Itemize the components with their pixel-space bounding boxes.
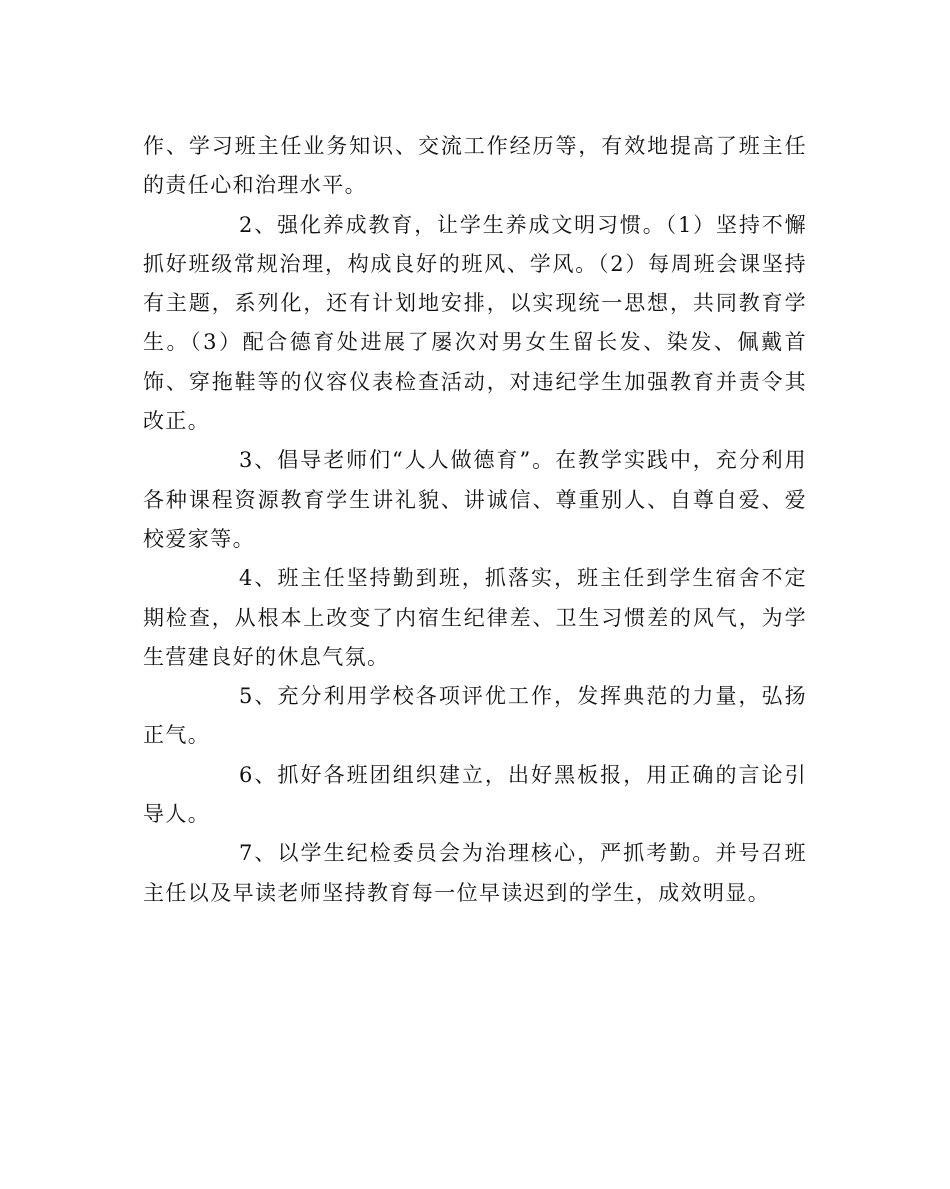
paragraph-4: 4、班主任坚持勤到班，抓落实，班主任到学生宿舍不定期检查，从根本上改变了内宿生纪律差、卫生习惯差的风气，为学生营建良好的休息气氛。 bbox=[143, 566, 807, 669]
paragraph-5: 5、充分利用学校各项评优工作，发挥典范的力量，弘扬正气。 bbox=[143, 684, 807, 748]
paragraph-2: 2、强化养成教育，让学生养成文明习惯。（1）坚持不懈抓好班级常规治理，构成良好的班风、学风。（2）每周班会课坚持有主题，系列化，还有计划地安排，以实现统一思想，共同教育学生。（3）配合德育处进展了屡次对男女生留长发、染发、佩戴首饰、穿拖鞋等的仪容仪表检查活动，对违纪学生加强教育并责令其改正。 bbox=[143, 212, 807, 434]
paragraph-6: 6、抓好各班团组织建立，出好黑板报，用正确的言论引导人。 bbox=[143, 762, 807, 827]
paragraph-1: 作、学习班主任业务知识、交流工作经历等，有效地提高了班主任的责任心和治理水平。 bbox=[143, 134, 807, 198]
paragraph-3: 3、倡导老师们“人人做德育”。在教学实践中，充分利用各种课程资源教育学生讲礼貌、讲诚信、尊重别人、自尊自爱、爱校爱家等。 bbox=[143, 448, 807, 551]
document-body bbox=[143, 127, 807, 913]
paragraph-7: 7、以学生纪检委员会为治理核心，严抓考勤。并号召班主任以及早读老师坚持教育每一位早读迟到的学生，成效明显。 bbox=[143, 841, 807, 905]
